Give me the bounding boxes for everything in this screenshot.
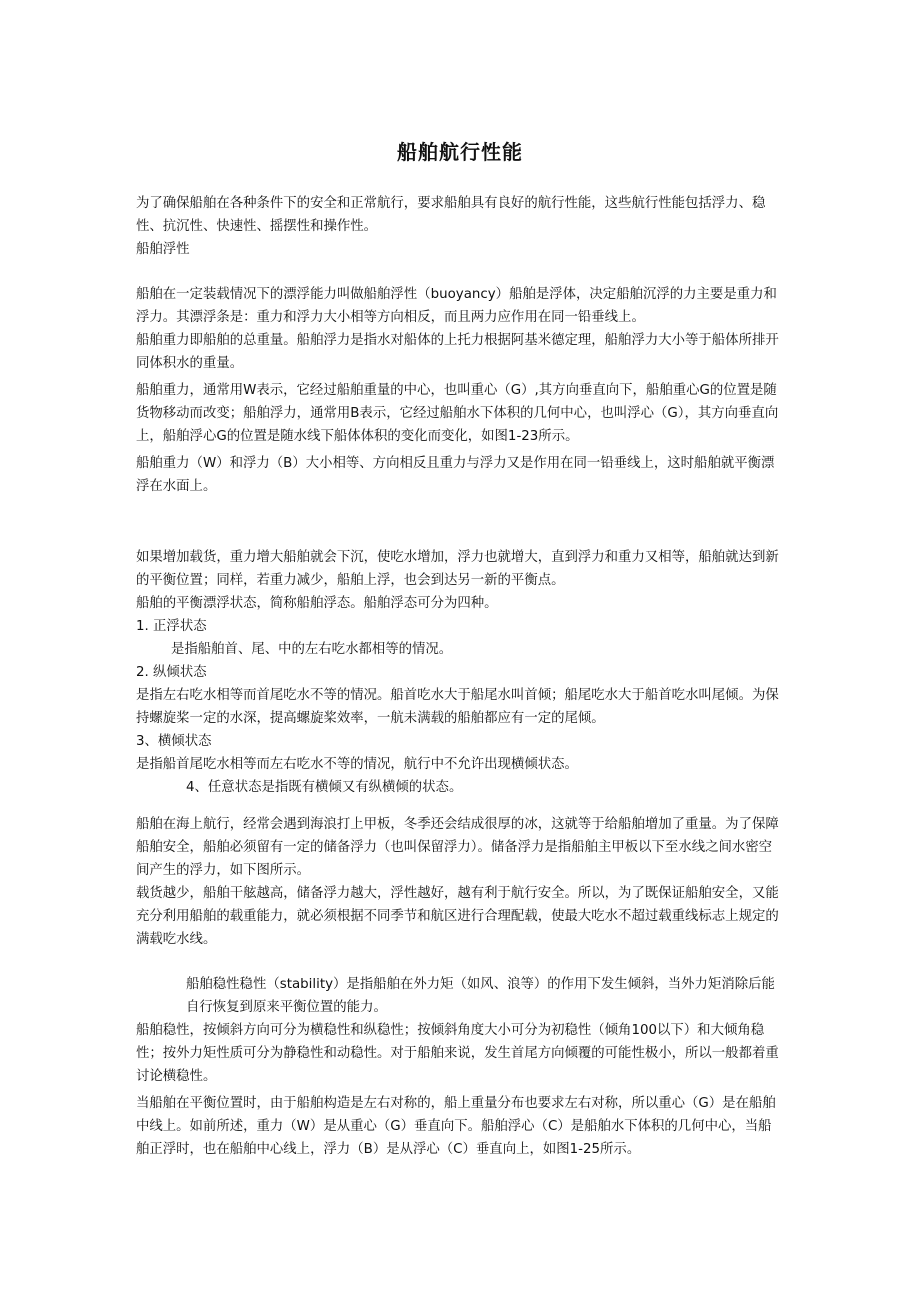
paragraph-center-of-gravity: 船舶重力，通常用W表示，它经过船舶重量的中心，也叫重心（G）,其方向垂直向下，船舶重心G的位置是随货物移动而改变；船舶浮力，通常用B表示，它经过船舶水下体积的几何中心，也叫浮心（G），其方向垂直向上，船舶浮心G的位置是随水线下船体体积的变化而变化，如图1-23所示。 [136, 383, 779, 444]
intro-paragraph: 为了确保船舶在各种条件下的安全和正常航行，要求船舶具有良好的航行性能，这些航行性能包括浮力、稳性、抗沉性、快速性、摇摆性和操作性。 [136, 196, 766, 234]
document-body [136, 192, 781, 1161]
paragraph-freeboard: 载货越少，船舶干舷越高，储备浮力越大，浮性越好，越有利于航行安全。所以，为了既保证船舶安全，又能充分利用船舶的载重能力，就必须根据不同季节和航区进行合理配载，使最大吃水不超过载重线标志上规定的满载吃水线。 [136, 886, 779, 947]
paragraph-loading-effect: 如果增加载货，重力增大船舶就会下沉，使吃水增加，浮力也就增大，直到浮力和重力又相等，船舶就达到新的平衡位置；同样，若重力减少，船舶上浮，也会到达另一新的平衡点。 [136, 550, 779, 588]
paragraph-stability-types: 船舶稳性，按倾斜方向可分为横稳性和纵稳性；按倾斜角度大小可分为初稳性（倾角100以下）和大倾角稳性；按外力矩性质可分为静稳性和动稳性。对于船舶来说，发生首尾方向倾覆的可能性极小，所以一般都着重讨论横稳性。 [136, 1023, 779, 1084]
paragraph-stability-definition: 船舶稳性稳性（stability）是指船舶在外力矩（如风、浪等）的作用下发生倾斜，当外力矩消除后能自行恢复到原来平衡位置的能力。 [186, 977, 775, 1015]
state-3-title: 3、横倾状态 [136, 734, 212, 749]
state-2-title: 2. 纵倾状态 [136, 665, 207, 680]
paragraph-buoyancy-definition: 船舶在一定装载情况下的漂浮能力叫做船舶浮性（buoyancy）船舶是浮体，决定船舶沉浮的力主要是重力和浮力。其漂浮条是：重力和浮力大小相等方向相反，而且两力应作用在同一铅垂线上。 [136, 287, 777, 325]
page-title: 船舶航行性能 [397, 140, 523, 164]
state-1-description: 是指船舶首、尾、中的左右吃水都相等的情况。 [171, 642, 453, 657]
state-1-title: 1. 正浮状态 [136, 619, 207, 634]
section-heading-buoyancy: 船舶浮性 [136, 242, 190, 257]
paragraph-gravity-buoyancy: 船舶重力即船舶的总重量。船舶浮力是指水对船体的上托力根据阿基米德定理，船舶浮力大小等于船体所排开同体积水的重量。 [136, 333, 779, 371]
paragraph-equilibrium: 船舶重力（W）和浮力（B）大小相等、方向相反且重力与浮力又是作用在同一铅垂线上，这时船舶就平衡漂浮在水面上。 [136, 456, 775, 494]
state-3-description: 是指船首尾吃水相等而左右吃水不等的情况，航行中不允许出现横倾状态。 [136, 757, 578, 772]
paragraph-center-line: 当船舶在平衡位置时，由于船舶构造是左右对称的，船上重量分布也要求左右对称，所以重心（G）是在船舶中线上。如前所述，重力（W）是从重心（G）垂直向下。船舶浮心（C）是船舶水下体积的几何中心，当船舶正浮时，也在船舶中心线上，浮力（B）是从浮心（C）垂直向上，如图1-25所示。 [136, 1096, 776, 1157]
state-2-description: 是指左右吃水相等而首尾吃水不等的情况。船首吃水大于船尾水叫首倾；船尾吃水大于船首吃水叫尾倾。为保持螺旋桨一定的水深，提高螺旋桨效率，一航未满载的船舶都应有一定的尾倾。 [136, 688, 779, 726]
state-4-description: 4、任意状态是指既有横倾又有纵横倾的状态。 [186, 780, 463, 795]
paragraph-floating-states: 船舶的平衡漂浮状态，简称船舶浮态。船舶浮态可分为四种。 [136, 596, 498, 611]
paragraph-reserve-buoyancy: 船舶在海上航行，经常会遇到海浪打上甲板，冬季还会结成很厚的冰，这就等于给船舶增加了重量。为了保障船舶安全，船舶必须留有一定的储备浮力（也叫保留浮力）。储备浮力是指船舶主甲板以下至水线之间水密空间产生的浮力，如下图所示。 [136, 817, 779, 878]
